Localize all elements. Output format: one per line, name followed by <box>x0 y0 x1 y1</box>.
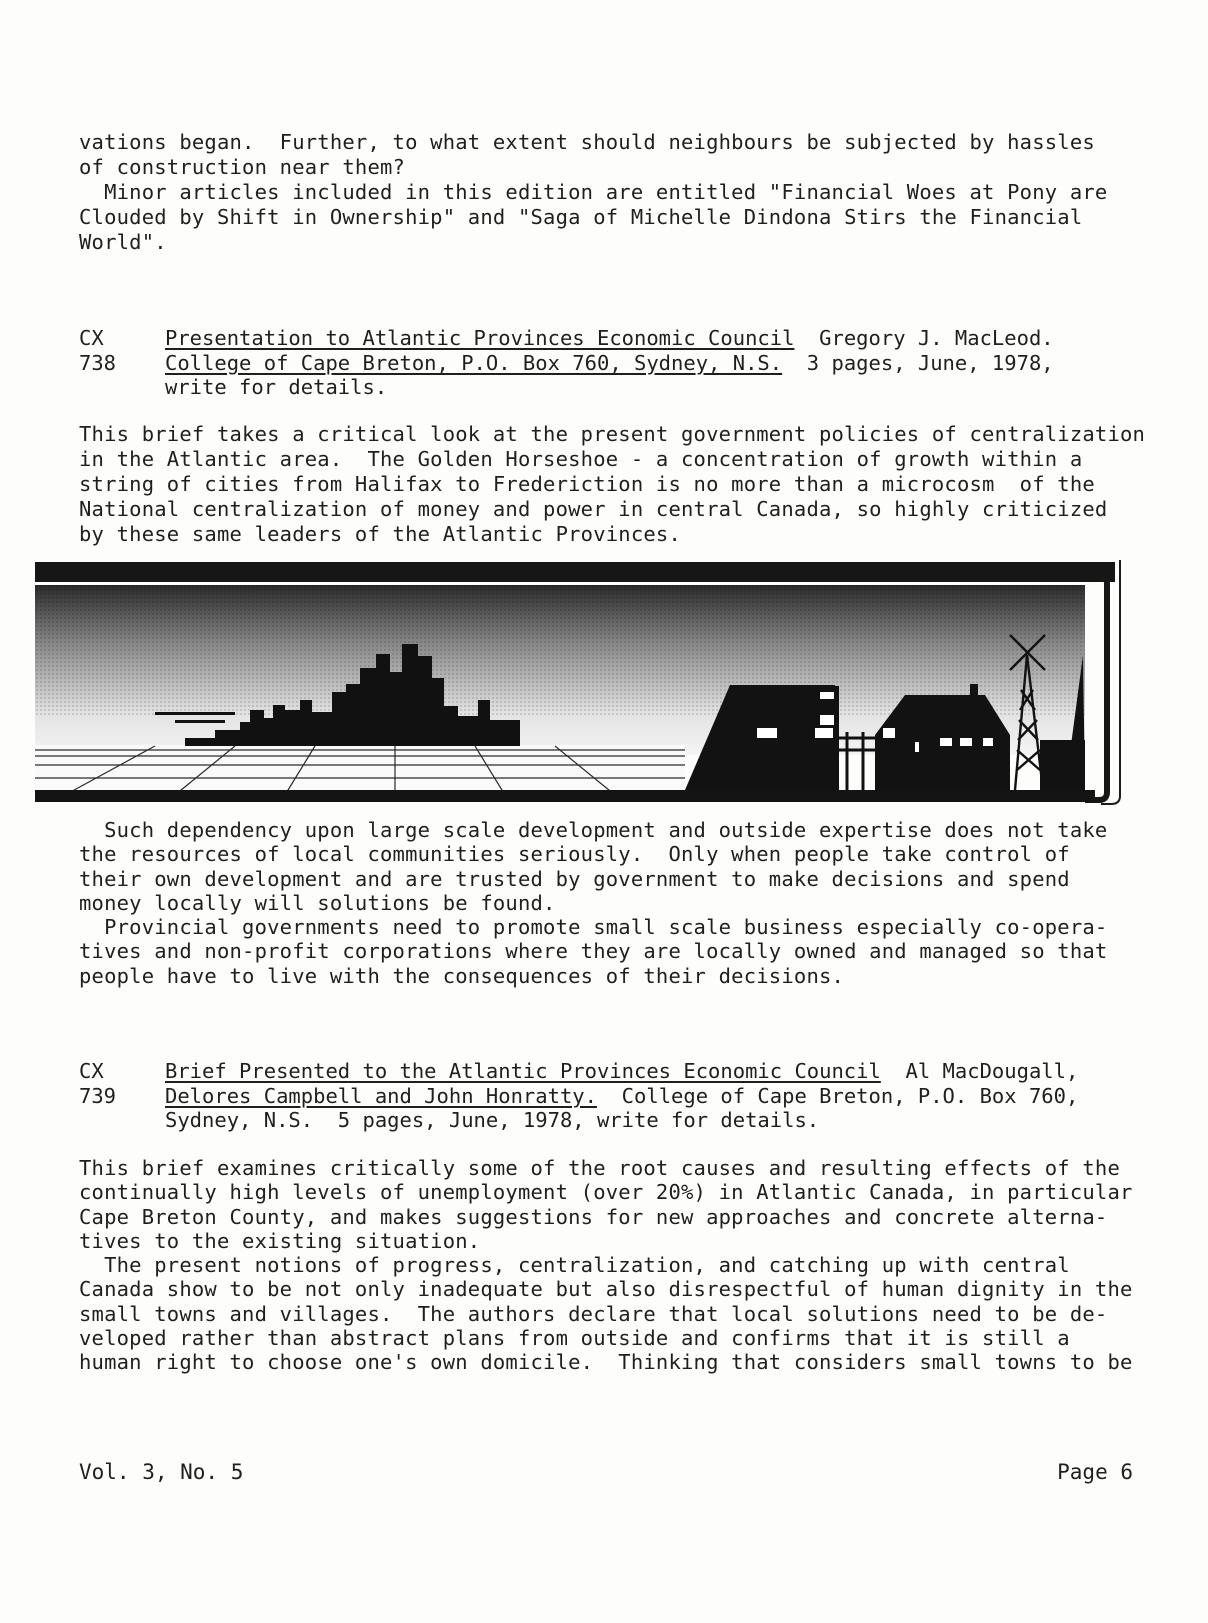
intro-line: Clouded by Shift in Ownership" and "Saga of Michelle Dindona Stirs the Financial <box>79 205 1083 229</box>
entry-publisher: College of Cape Breton, P.O. Box 760, Sydney, N.S. <box>165 350 783 375</box>
paragraph-line: people have to live with the consequences of their decisions. <box>79 963 845 988</box>
summary-line: human right to choose one's own domicile. Thinking that considers small towns to be <box>79 1350 1133 1375</box>
intro-line: vations began. Further, to what extent should neighbours be subjected by hassles <box>79 130 1095 154</box>
bottom-band <box>35 790 1095 802</box>
summary-line: veloped rather than abstract plans from outside and confirms that it is still a <box>79 1326 1070 1351</box>
intro-paragraph <box>79 130 1139 255</box>
frame-right-edge <box>1101 560 1120 804</box>
entry-publisher: College of Cape Breton, P.O. Box 760, <box>596 1083 1079 1108</box>
summary-line: continually high levels of unemployment (over 20%) in Atlantic Canada, in particular <box>79 1180 1133 1205</box>
paragraph-line: money locally will solutions be found. <box>79 890 556 915</box>
entry-cx-738-citation <box>79 326 1139 401</box>
entry-title: Brief Presented to the Atlantic Provinces Economic Council <box>165 1059 881 1083</box>
entry-code <box>79 1059 139 1108</box>
entry-code-prefix: CX <box>79 1059 104 1083</box>
paragraph-line: Provincial governments need to promote small scale business especially co-opera- <box>79 915 1108 940</box>
skyline-illustration <box>35 560 1155 830</box>
intro-line: World". <box>79 230 167 254</box>
footer-page-number: Page 6 <box>1057 1460 1133 1484</box>
top-band <box>35 562 1115 582</box>
entry-code-prefix: CX <box>79 326 104 350</box>
summary-line: National centralization of money and power in central Canada, so highly criticized <box>79 497 1108 521</box>
entry-cx-739-summary <box>79 1156 1139 1375</box>
summary-line: This brief examines critically some of the root causes and resulting effects of the <box>79 1156 1120 1180</box>
summary-line: string of cities from Halifax to Frederiction is no more than a microcosm of the <box>79 472 1095 496</box>
paragraph-line: Such dependency upon large scale development and outside expertise does not take <box>79 818 1108 842</box>
paragraph-line: their own development and are trusted by government to make decisions and spend <box>79 866 1070 891</box>
summary-line: tives to the existing situation. <box>79 1228 481 1253</box>
entry-author: Al MacDougall, <box>880 1059 1079 1083</box>
intro-line: of construction near them? <box>79 155 406 179</box>
summary-line: by these same leaders of the Atlantic Provinces. <box>79 522 682 546</box>
paragraph-line: the resources of local communities seriously. Only when people take control of <box>79 842 1070 867</box>
footer-volume: Vol. 3, No. 5 <box>79 1460 244 1484</box>
summary-line: small towns and villages. The authors declare that local solutions need to be de- <box>79 1301 1108 1326</box>
summary-line: Cape Breton County, and makes suggestions for new approaches and concrete alterna- <box>79 1204 1108 1229</box>
frame-right-border <box>1083 574 1107 800</box>
entry-citation <box>165 1059 1145 1133</box>
summary-line: in the Atlantic area. The Golden Horseshoe - a concentration of growth within a <box>79 447 1083 471</box>
entry-coauthors: Delores Campbell and John Honratty. <box>165 1083 597 1108</box>
entry-author: Gregory J. MacLeod. <box>794 326 1054 350</box>
intro-line: Minor articles included in this edition are entitled "Financial Woes at Pony are <box>79 180 1108 204</box>
entry-title: Presentation to Atlantic Provinces Economic Council <box>165 326 795 350</box>
entry-details: Sydney, N.S. 5 pages, June, 1978, write for details. <box>165 1108 820 1132</box>
paragraph-line: tives and non-profit corporations where they are locally owned and managed so that <box>79 939 1108 964</box>
summary-line: Canada show to be not only inadequate but also disrespectful of human dignity in the <box>79 1277 1133 1302</box>
entry-code-number: 739 <box>79 1083 117 1108</box>
entry-availability: write for details. <box>165 375 388 399</box>
entry-cx-739-citation <box>79 1059 1139 1134</box>
entry-citation <box>165 326 1145 400</box>
entry-cx-738-continuation <box>79 818 1139 988</box>
entry-code <box>79 326 139 375</box>
summary-line: The present notions of progress, centralization, and catching up with central <box>79 1253 1070 1278</box>
entry-code-number: 738 <box>79 350 117 375</box>
ground-grid <box>35 745 685 795</box>
summary-line: This brief takes a critical look at the present government policies of centralization <box>79 422 1146 446</box>
entry-details: 3 pages, June, 1978, <box>782 350 1054 375</box>
entry-cx-738-summary <box>79 422 1146 547</box>
